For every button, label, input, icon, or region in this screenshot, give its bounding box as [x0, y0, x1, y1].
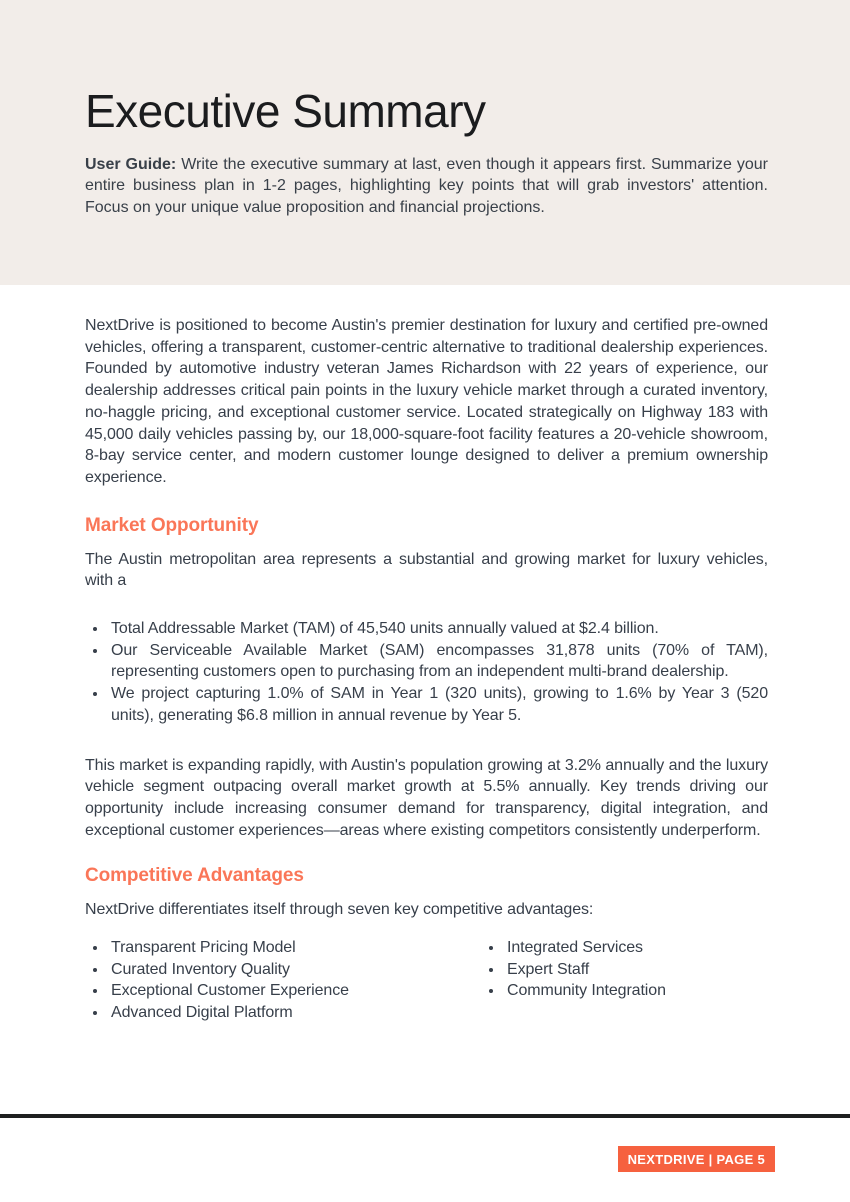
user-guide-note	[85, 154, 768, 219]
list-item: Exceptional Customer Experience	[85, 980, 481, 1002]
list-item: Our Serviceable Available Market (SAM) encompasses 31,878 units (70% of TAM), representing customers open to purchasing from an independent multi-brand dealership.	[85, 640, 768, 683]
heading-market-opportunity: Market Opportunity	[85, 514, 259, 536]
list-item: Community Integration	[481, 980, 768, 1002]
user-guide-label: User Guide:	[85, 155, 177, 173]
market-outlook-paragraph: This market is expanding rapidly, with Austin's population growing at 3.2% annually and the luxury vehicle segment outpacing overall market growth at 5.5% annually. Key trends driving our opportunity include increasing consumer demand for transparency, digital integration, and exceptional customer experiences—areas where existing competitors consistently underperform.	[85, 756, 768, 839]
list-item: We project capturing 1.0% of SAM in Year 1 (320 units), growing to 1.6% by Year 3 (520 units), generating $6.8 million in annual revenue by Year 5.	[85, 683, 768, 726]
competitive-advantages-lead: NextDrive differentiates itself through seven key competitive advantages:	[85, 901, 594, 919]
list-item: Transparent Pricing Model	[85, 937, 481, 959]
header-band	[0, 0, 850, 285]
list-item: Total Addressable Market (TAM) of 45,540 units annually valued at $2.4 billion.	[85, 618, 768, 640]
page-number-badge: NEXTDRIVE | PAGE 5	[618, 1146, 775, 1172]
list-item: Curated Inventory Quality	[85, 959, 481, 981]
page-title: Executive Summary	[85, 85, 486, 137]
list-item: Integrated Services	[481, 937, 768, 959]
page-body	[0, 315, 850, 1024]
advantages-list-left	[85, 937, 481, 1024]
advantages-columns	[85, 937, 768, 1024]
user-guide-text: Write the executive summary at last, even though it appears first. Summarize your entire business plan in 1-2 pages, highlighting key points that will grab investors' attention. Focus on your unique value proposition and financial projections.	[85, 155, 769, 216]
list-item: Advanced Digital Platform	[85, 1002, 481, 1024]
advantages-list-right	[481, 937, 768, 1024]
footer-divider	[0, 1114, 850, 1118]
intro-paragraph: NextDrive is positioned to become Austin's premier destination for luxury and certified pre-owned vehicles, offering a transparent, customer-centric alternative to traditional dealership experiences. Founded by automotive industry veteran James Richardson with 22 years of experience, our dealership addresses critical pain points in the luxury vehicle market through a curated inventory, no-haggle pricing, and exceptional customer service. Located strategically on Highway 183 with 45,000 daily vehicles passing by, our 18,000-square-foot facility features a 20-vehicle showroom, 8-bay service center, and modern customer lounge designed to deliver a premium ownership experience.	[85, 317, 768, 486]
market-opportunity-lead: The Austin metropolitan area represents a substantial and growing market for luxury vehicles, with a	[85, 550, 768, 590]
heading-competitive-advantages: Competitive Advantages	[85, 865, 304, 887]
list-item: Expert Staff	[481, 959, 768, 981]
market-opportunity-list	[85, 618, 768, 727]
